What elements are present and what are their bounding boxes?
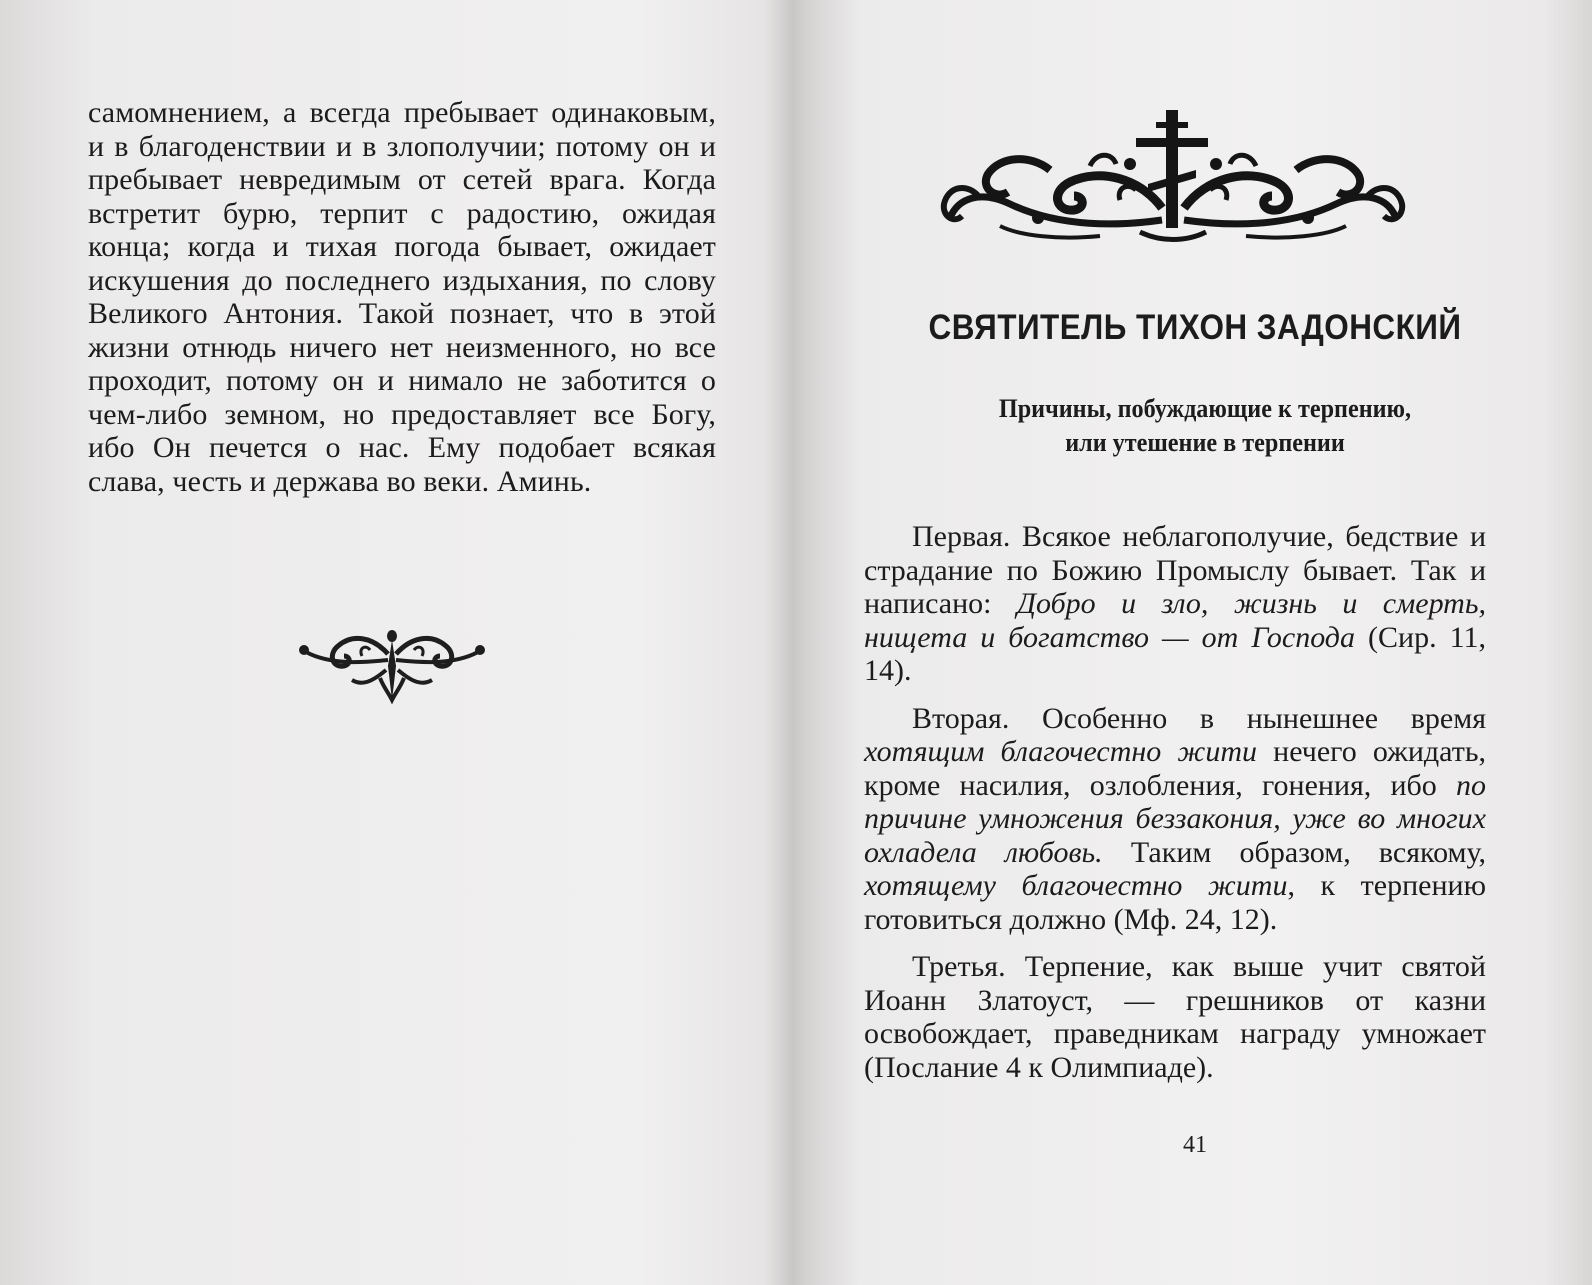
p1-quote: Добро и зло, жизнь и смерть, нищета и богатство — от Господа — [864, 587, 1486, 654]
right-page — [800, 0, 1592, 1285]
left-paragraph: самомнением, а всегда пребывает одинаковым, и в благоденствии и в злополучии; потому он и пребывает невредимым от сетей врага. Когда встретит бурю, терпит с радостию, ожидая конца; когда и тихая погода бывает, ожидает искушения до последнего издыхания, по слову Великого Антония. Такой познает, что в этой жизни отнюдь ничего нет неизменного, но все проходит, потому он и нимало не заботится о чем-либо земном, но предоставляет все Богу, ибо Он печется о нас. Ему подобает всякая слава, честь и держава во веки. Аминь. — [88, 96, 716, 498]
p1-text: Первая. Всякое неблагополучие, бедствие и страдание по Божию Промыслу бывает. Так и написано: — [864, 520, 1486, 620]
end-ornament-icon — [292, 626, 492, 704]
cross-ornament-icon — [940, 108, 1406, 248]
p1-reference: (Сир. 11, 14). — [864, 620, 1486, 687]
chapter-subtitle — [884, 392, 1526, 460]
p2-quote-a: хотящим благочестно жити — [864, 735, 1257, 768]
p2-reference: , к терпению готовиться должно (Мф. 24, 12). — [864, 869, 1486, 936]
paragraph-third: Третья. Терпение, как выше учит святой Иоанн Златоуст, — грешников от казни освобождает, праведникам награду умножает (Послание 4 к Олимпиаде). — [864, 950, 1486, 1084]
p2-text-a: Вторая. Особенно в нынешнее время — [912, 701, 1486, 735]
paragraph-first — [864, 520, 1486, 688]
p2-text-c: Таким образом, всякому, — [1102, 835, 1486, 869]
p2-quote-b: по причине умножения беззакония, уже во многих охладела любовь. — [864, 768, 1486, 869]
subtitle-line-1: Причины, побуждающие к терпению, — [998, 394, 1412, 423]
subtitle-line-2: или утешение в терпении — [1065, 428, 1345, 457]
left-text-column — [88, 96, 716, 498]
p2-quote-c: хотящему благочестно жити — [864, 869, 1288, 902]
left-page — [0, 0, 790, 1285]
page-number: 41 — [1183, 1132, 1207, 1158]
right-text-column — [864, 520, 1486, 1098]
paragraph-second — [864, 702, 1486, 937]
p2-text-b: нечего ожидать, кроме насилия, озлобления, гонения, ибо — [864, 735, 1486, 802]
author-heading: СВЯТИТЕЛЬ ТИХОН ЗАДОНСКИЙ — [928, 308, 1462, 347]
